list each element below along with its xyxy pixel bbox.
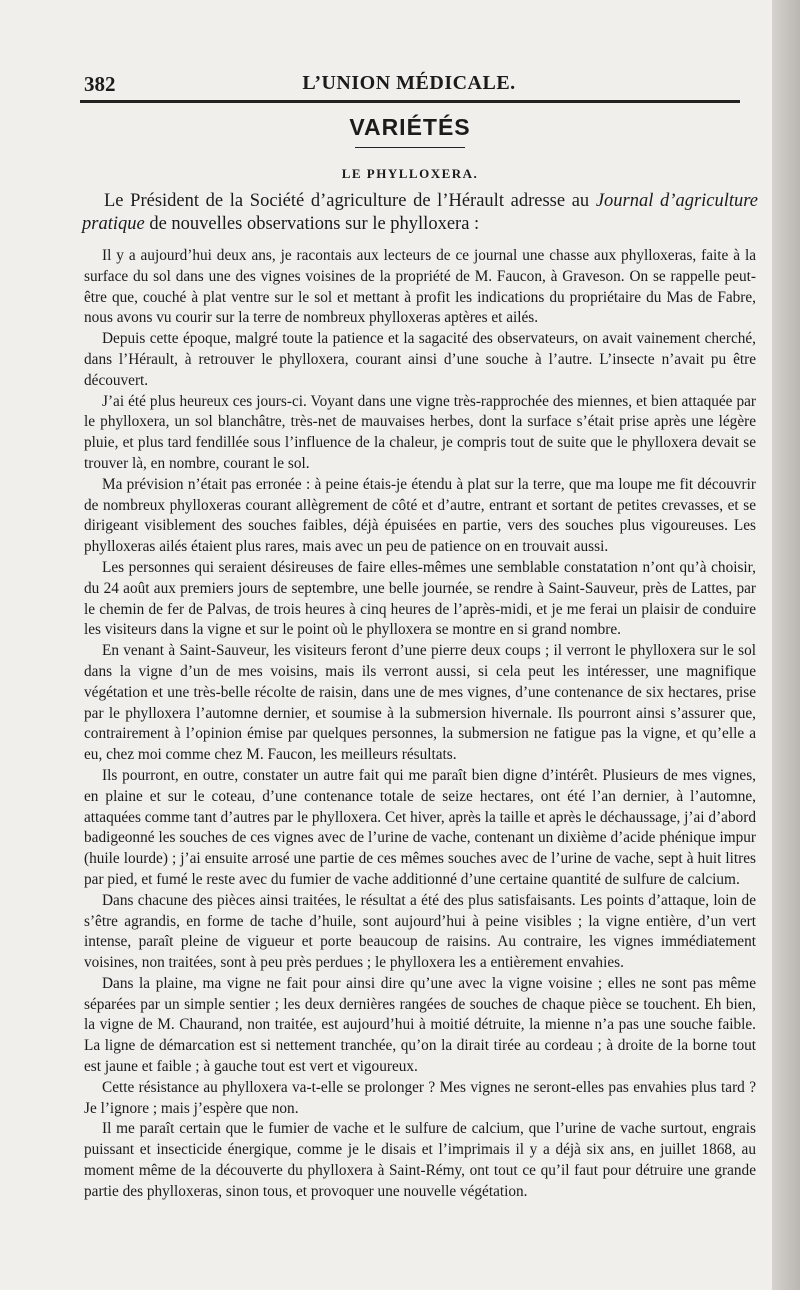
journal-name: Journal d’agriculture pratique [82,191,758,234]
paragraph-7: Ils pourront, en outre, constater un autre fait qui me paraît bien digne d’intérêt. Plusieurs de mes vignes, en plaine et sur le coteau, d’une contenance totale de seize hectares, ont été l’an dernier, à l’automne, attaquées comme tant d’autres par le phylloxera. Cet hiver, après la taille et après le déchaussage, j’ai d’abord badigeonné les souches de ces vignes avec de l’urine de vache, contenant un dixième d’acide phénique impur (huile lourde) ; j’ai ensuite arrosé une partie de ces mêmes souches avec de l’urine de vache, sept à huit litres par pied, et fumé le reste avec du fumier de vache additionné d’une certaine quantité de sulfure de calcium. [84,766,756,888]
article-subtitle: LE PHYLLOXERA. [341,166,479,181]
header-rule [80,100,740,103]
paragraph-1: Il y a aujourd’hui deux ans, je racontais aux lecteurs de ce journal une chasse aux phylloxeras, faite à la surface du sol dans une des vignes voisines de la propriété de M. Faucon, à Graveson. On se rappelle peut-être que, couché à plat ventre sur le sol et mettant à profit les indications du propriétaire du Mas de Fabre, nous avons vu courir sur la terre de nombreux phylloxeras aptères et ailés. [84,247,756,327]
intro-text-after: de nouvelles observations sur le phylloxera : [144,214,480,234]
title-rule [355,147,465,148]
paragraph-11: Il me paraît certain que le fumier de vache et le sulfure de calcium, que l’urine de vache surtout, engrais puissant et insecticide énergique, comme je le disais et l’imprimais il y a déjà six ans, en juillet 1868, au moment même de la découverte du phylloxera à Saint-Rémy, ont tout ce qu’il faut pour détruire une grande partie des phylloxeras, sinon tous, et provoquer une nouvelle végétation. [84,1120,756,1200]
section-title: VARIÉTÉS [349,114,471,140]
page-header [78,68,740,98]
page-edge [772,0,800,1290]
paragraph-9: Dans la plaine, ma vigne ne fait pour ainsi dire qu’une avec la vigne voisine ; elles ne sont pas même séparées par un simple sentier ; les deux dernières rangées de souches de chaque pièce se touchent. Eh bien, la vigne de M. Chaurand, non traitée, est aujourd’hui à moitié détruite, la mienne n’a pas une souche faible. La ligne de démarcation est si nettement tranchée, qu’on la dirait tirée au cordeau ; à droite de la borne tout est jaune et faible ; à gauche tout est vert et vigoureux. [84,974,756,1076]
paragraph-3: J’ai été plus heureux ces jours-ci. Voyant dans une vigne très-rapprochée des miennes, et bien attaquée par le phylloxera, un sol blanchâtre, très-net de mauvaises herbes, dont la surface s’était prise après une légère pluie, et plus tard fendillée sous l’influence de la chaleur, je compris tout de suite que le phylloxera devait se trouver là, en nombre, courant le sol. [84,392,756,472]
article-body [84,246,756,1203]
paragraph-2: Depuis cette époque, malgré toute la patience et la sagacité des observateurs, on avait vainement cherché, dans l’Hérault, à retrouver le phylloxera, courant ainsi d’une souche à l’autre. L’insecte n’avait pu être découvert. [84,330,756,389]
paragraph-4: Ma prévision n’était pas erronée : à peine étais-je étendu à plat sur la terre, que ma loupe me fit découvrir de nombreux phylloxeras courant allègrement de côté et d’autre, entrant et sortant de petites crevasses, et se dirigeant visiblement des souches faibles, déjà épuisées en partie, vers des souches plus vigoureuses. Les phylloxeras ailés étaient plus rares, mais avec un peu de patience on en trouvait aussi. [84,475,756,556]
intro-paragraph [82,190,758,236]
paragraph-5: Les personnes qui seraient désireuses de faire elles-mêmes une semblable constatation n’ont qu’à choisir, du 24 août aux premiers jours de septembre, une belle journée, se rendre à Saint-Sauveur, près de Lattes, par le chemin de fer de Palvas, de trois heures à cinq heures de l’après-midi, et je me ferai un plaisir de conduire les visiteurs dans la vigne et sur le point où le phylloxera se montre en si grand nombre. [84,558,756,639]
page-number: 382 [84,72,116,96]
paragraph-10: Cette résistance au phylloxera va-t-elle se prolonger ? Mes vignes ne seront-elles pas envahies plus tard ? Je l’ignore ; mais j’espère que non. [84,1078,756,1117]
intro-text-before: Le Président de la Société d’agriculture de l’Hérault adresse au [104,191,596,211]
paragraph-8: Dans chacune des pièces ainsi traitées, le résultat a été des plus satisfaisants. Les points d’attaque, loin de s’être agrandis, en forme de tache d’huile, sont aujourd’hui à peine visibles ; la vigne entière, d’un vert intense, paraît pleine de vigueur et porte beaucoup de raisins. Au contraire, les vignes immédiatement voisines, non traitées, sont à peu près perdues ; le phylloxera les a entièrement envahies. [84,891,756,972]
paragraph-6: En venant à Saint-Sauveur, les visiteurs feront d’une pierre deux coups ; il verront le phylloxera sur le sol dans la vigne d’un de mes voisins, mais ils verront aussi, si cela peut les intéresser, une magnifique végétation et une très-belle récolte de raisin, dans une de mes vignes, d’une contenance de six hectares, prise par le phylloxera l’automne dernier, et soumise à la submersion hivernale. Ils pourront ainsi s’assurer que, contrairement à l’opinion émise par quelques personnes, la submersion ne fatigue pas la vigne, et qu’elle a eu, chez moi comme chez M. Faucon, les meilleurs résultats. [84,642,756,764]
running-title: L’UNION MÉDICALE. [302,72,516,94]
